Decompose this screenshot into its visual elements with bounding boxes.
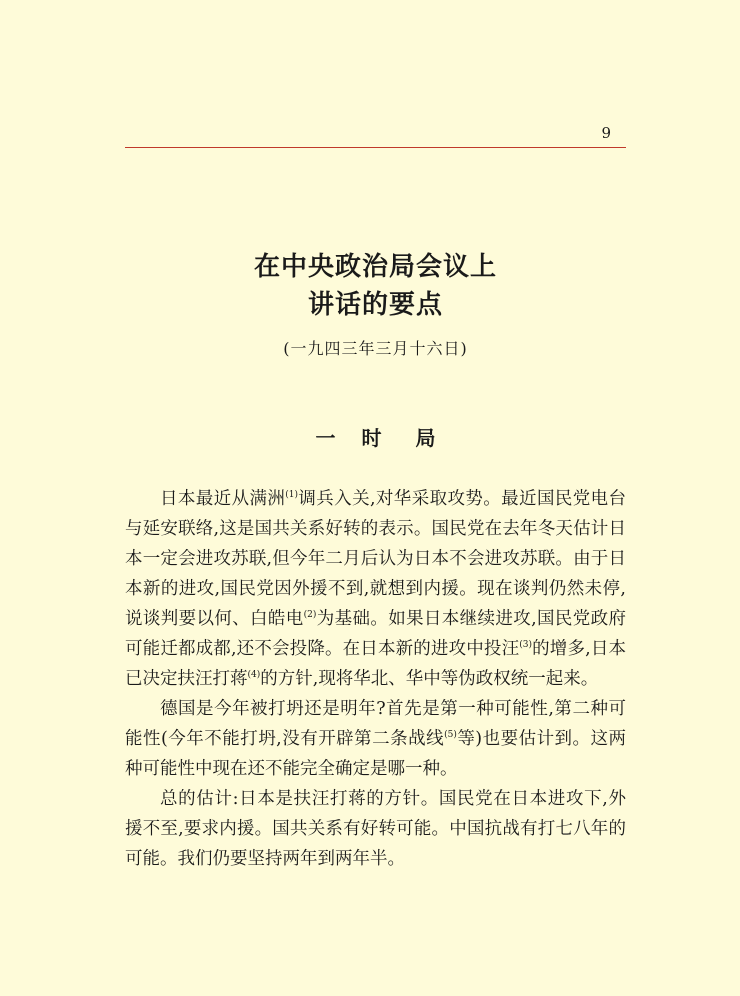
title-line-2: 讲话的要点 <box>307 290 443 320</box>
section-number: 一 <box>315 426 336 450</box>
title-line-1: 在中央政治局会议上 <box>253 252 497 282</box>
page-title <box>125 248 626 324</box>
paragraph-text: 的方针,现将华北、华中等伪政权统一起来。 <box>260 669 599 689</box>
paragraph-1 <box>125 484 626 694</box>
paragraph-text: 等)也要估计到。这两种可能性中现在还不能完全确定是哪一种。 <box>125 729 627 779</box>
footnote-ref-5[interactable]: (5) <box>444 730 457 740</box>
paragraph-text: 为基础。如果日本继续进攻,国民党政府可能迁都成都,还不会投降。在日本新的进攻中投汪 <box>125 609 627 659</box>
paragraph-text: 日本最近从满洲 <box>160 489 286 509</box>
page-number: 9 <box>601 124 611 142</box>
paragraph-text: 德国是今年被打坍还是明年?首先是第一种可能性,第二种可能性(今年不能打坍,没有开辟第二条战线 <box>125 699 626 749</box>
paragraph-2 <box>125 694 626 784</box>
footnote-ref-4[interactable]: (4) <box>247 670 261 680</box>
body-text <box>125 484 626 874</box>
paragraph-3: 总的估计:日本是扶汪打蒋的方针。国民党在日本进攻下,外援不至,要求内援。国共关系有好转可能。中国抗战有打七八年的可能。我们仍要坚持两年到两年半。 <box>125 789 626 869</box>
footnote-ref-2[interactable]: (2) <box>303 610 317 620</box>
paragraph-text: 的增多,日本已决定扶汪打蒋 <box>125 639 627 689</box>
paragraph-text: 调兵入关,对华采取攻势。最近国民党电台与延安联络,这是国共关系好转的表示。国民党在去年冬天估计日本一定会进攻苏联,但今年二月后认为日本不会进攻苏联。由于日本新的进攻,国民党因外援不到,就想到内援。现在谈判仍然未停,说谈判要以何、白皓电 <box>125 489 627 629</box>
section-title-char-1: 时 <box>361 426 382 450</box>
footnote-ref-3[interactable]: (3) <box>519 640 532 650</box>
header-rule <box>125 147 626 148</box>
speech-date: (一九四三年三月十六日) <box>283 339 468 358</box>
section-heading <box>125 424 626 452</box>
footnote-ref-1[interactable]: (1) <box>285 490 298 500</box>
section-title-char-2: 局 <box>415 426 436 450</box>
